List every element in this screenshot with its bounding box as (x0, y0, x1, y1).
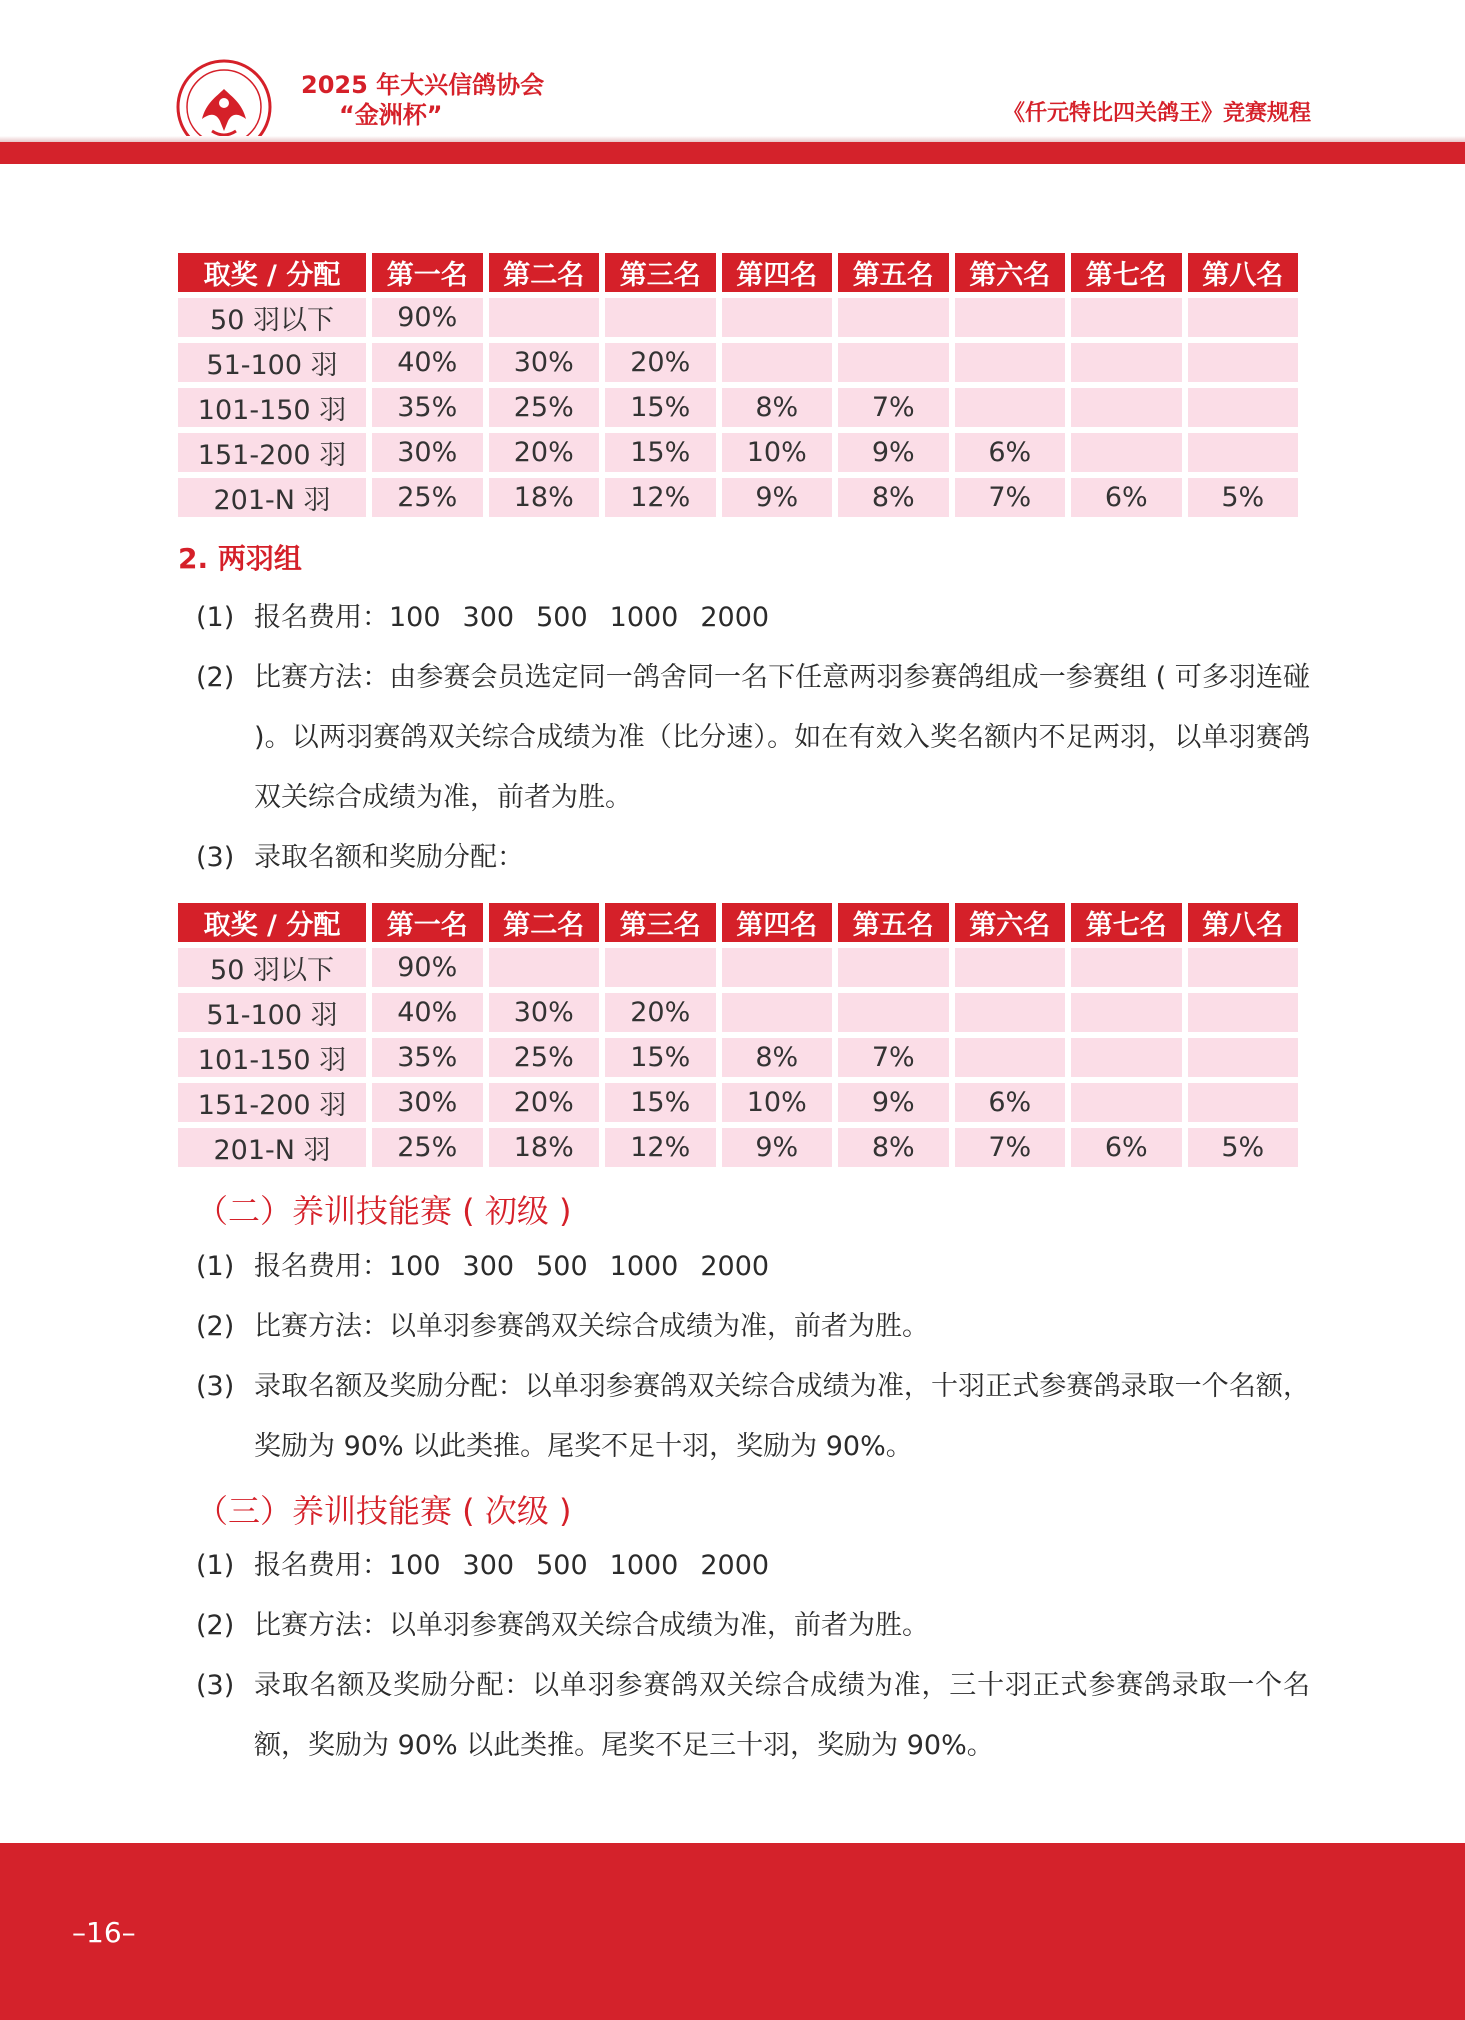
table-cell (722, 993, 833, 1032)
method-text: 比赛方法：由参赛会员选定同一鸽舍同一名下任意两羽参赛鸽组成一参赛组 ( 可多羽连碰 )。以两羽赛鸽双关综合成绩为准（比分速）。如在有效入奖名额内不足两羽，以单羽赛鸽双关综合成绩为准，前者为胜。 (254, 662, 1310, 813)
table-cell (722, 298, 833, 337)
table-cell: 6% (955, 1083, 1066, 1122)
org-line-2: “金洲杯” (339, 101, 443, 129)
fee-list (254, 588, 1310, 648)
table-cell (838, 948, 949, 987)
table-cell: 25% (372, 1128, 483, 1167)
page-footer (0, 1843, 1465, 2020)
fee-value: 1000 (609, 602, 679, 633)
table-row (178, 1083, 1298, 1122)
table-cell (1188, 1038, 1299, 1077)
table-cell (955, 388, 1066, 427)
quota-item (196, 1357, 1310, 1477)
table-header-cell: 第六名 (955, 903, 1066, 942)
table-cell: 10% (722, 433, 833, 472)
table-cell (955, 343, 1066, 382)
method-text: 比赛方法：以单羽参赛鸽双关综合成绩为准，前者为胜。 (254, 1311, 929, 1342)
table-header-row (178, 903, 1298, 942)
table-cell: 30% (372, 433, 483, 472)
table-cell (1188, 1083, 1299, 1122)
table-cell (838, 343, 949, 382)
row-label-cell: 51-100 羽 (178, 343, 366, 382)
table-cell (1071, 433, 1182, 472)
table-header-cell: 第七名 (1071, 253, 1182, 292)
page-number: –16– (72, 1916, 136, 1949)
table-cell (1071, 1038, 1182, 1077)
fee-value: 300 (462, 1251, 515, 1282)
table-cell: 6% (1071, 478, 1182, 517)
item-number: (1) (196, 602, 235, 633)
fee-item (196, 1536, 1310, 1596)
table-row (178, 478, 1298, 517)
row-label-cell: 151-200 羽 (178, 433, 366, 472)
fee-value: 500 (536, 602, 588, 633)
item-number: (1) (196, 1550, 235, 1581)
header-band (0, 142, 1465, 164)
table-row (178, 948, 1298, 987)
method-item (196, 1596, 1310, 1656)
table-cell: 20% (605, 993, 716, 1032)
table-cell: 12% (605, 1128, 716, 1167)
table-cell (838, 993, 949, 1032)
table-cell (1071, 1083, 1182, 1122)
prize-table-two-bird (172, 897, 1304, 1173)
section-title-beginner: （二）养训技能赛 ( 初级 ) (196, 1192, 572, 1230)
table-cell (1188, 298, 1299, 337)
item-number: (3) (196, 1670, 235, 1701)
fee-value: 100 (389, 1251, 441, 1282)
fee-item (196, 1237, 1310, 1297)
row-label-cell: 101-150 羽 (178, 388, 366, 427)
table-header-cell: 第四名 (722, 253, 833, 292)
fee-value: 2000 (700, 1550, 770, 1581)
item-number: (3) (196, 1371, 235, 1402)
table-cell (1188, 388, 1299, 427)
fee-value: 2000 (700, 1251, 770, 1282)
table-cell: 8% (838, 478, 949, 517)
quota-text: 录取名额和奖励分配： (254, 842, 524, 873)
table-row (178, 388, 1298, 427)
table-cell (1071, 388, 1182, 427)
table-cell: 90% (372, 948, 483, 987)
table-cell (1188, 948, 1299, 987)
table-cell: 30% (372, 1083, 483, 1122)
table-cell: 35% (372, 388, 483, 427)
table-cell: 15% (605, 433, 716, 472)
table-cell (955, 948, 1066, 987)
fee-value: 500 (536, 1550, 588, 1581)
prize-table-single (172, 247, 1304, 523)
page-header (0, 0, 1465, 142)
table-header-row (178, 253, 1298, 292)
table-cell: 15% (605, 1038, 716, 1077)
fee-value: 300 (462, 602, 515, 633)
table-cell: 6% (1071, 1128, 1182, 1167)
table-row (178, 298, 1298, 337)
table-row (178, 433, 1298, 472)
method-item (196, 648, 1310, 828)
table-row (178, 343, 1298, 382)
quota-text: 录取名额及奖励分配：以单羽参赛鸽双关综合成绩为准，三十羽正式参赛鸽录取一个名额，奖励为 90% 以此类推。尾奖不足三十羽，奖励为 90%。 (254, 1670, 1310, 1761)
quota-item (196, 1656, 1310, 1776)
table-cell (955, 993, 1066, 1032)
table-cell: 12% (605, 478, 716, 517)
table-cell: 40% (372, 993, 483, 1032)
table-cell: 20% (489, 433, 600, 472)
table-cell: 18% (489, 478, 600, 517)
fee-label: 报名费用： (254, 1251, 389, 1282)
item-number: (1) (196, 1251, 235, 1282)
row-label-cell: 101-150 羽 (178, 1038, 366, 1077)
fee-value: 1000 (609, 1251, 679, 1282)
row-label-cell: 50 羽以下 (178, 298, 366, 337)
table-cell: 7% (955, 1128, 1066, 1167)
table-cell: 9% (838, 433, 949, 472)
section-title-intermediate: （三）养训技能赛 ( 次级 ) (196, 1492, 572, 1530)
table-cell: 8% (722, 388, 833, 427)
fee-label: 报名费用： (254, 1550, 389, 1581)
table-header-cell: 第五名 (838, 253, 949, 292)
table-header-cell: 第八名 (1188, 903, 1299, 942)
table-cell (1071, 343, 1182, 382)
table-cell: 9% (838, 1083, 949, 1122)
table-cell: 35% (372, 1038, 483, 1077)
table-cell (1071, 298, 1182, 337)
table-header-cell: 第三名 (605, 253, 716, 292)
table-header-cell: 第五名 (838, 903, 949, 942)
document-title: 《仟元特比四关鸽王》竞赛规程 (1002, 101, 1311, 126)
table-cell (955, 298, 1066, 337)
table-cell (955, 1038, 1066, 1077)
quota-item (196, 828, 1310, 888)
table-cell (605, 948, 716, 987)
table-cell (838, 298, 949, 337)
table-cell: 25% (372, 478, 483, 517)
item-number: (2) (196, 662, 235, 693)
table-cell (1188, 993, 1299, 1032)
table-header-cell: 第三名 (605, 903, 716, 942)
table-cell: 40% (372, 343, 483, 382)
table-cell: 5% (1188, 1128, 1299, 1167)
table-header-cell: 第一名 (372, 253, 483, 292)
table-cell: 9% (722, 1128, 833, 1167)
table-header-cell: 取奖 / 分配 (178, 253, 366, 292)
fee-value: 1000 (609, 1550, 679, 1581)
item-number: (2) (196, 1311, 235, 1342)
table-cell: 18% (489, 1128, 600, 1167)
table-cell: 7% (838, 388, 949, 427)
table-cell: 7% (838, 1038, 949, 1077)
table-cell: 30% (489, 343, 600, 382)
table-header-cell: 取奖 / 分配 (178, 903, 366, 942)
table-cell: 9% (722, 478, 833, 517)
table-cell (1188, 433, 1299, 472)
fee-value: 100 (389, 1550, 441, 1581)
organization-name (301, 70, 544, 130)
org-line-1: 2025 年大兴信鸽协会 (301, 71, 545, 99)
table-row (178, 1128, 1298, 1167)
fee-label: 报名费用： (254, 602, 389, 633)
row-label-cell: 51-100 羽 (178, 993, 366, 1032)
table-header-cell: 第四名 (722, 903, 833, 942)
table-cell: 90% (372, 298, 483, 337)
fee-value: 100 (389, 602, 441, 633)
table-cell: 20% (605, 343, 716, 382)
table-cell: 20% (489, 1083, 600, 1122)
table-cell: 30% (489, 993, 600, 1032)
table-header-cell: 第二名 (489, 903, 600, 942)
table-cell (605, 298, 716, 337)
fee-list (254, 1237, 1310, 1297)
table-row (178, 1038, 1298, 1077)
table-cell: 15% (605, 1083, 716, 1122)
table-cell: 10% (722, 1083, 833, 1122)
item-number: (2) (196, 1610, 235, 1641)
fee-item (196, 588, 1310, 648)
table-cell (1071, 948, 1182, 987)
table-cell (1071, 993, 1182, 1032)
section-title-two-bird: 2. 两羽组 (178, 542, 302, 575)
table-cell: 7% (955, 478, 1066, 517)
fee-value: 2000 (700, 602, 770, 633)
table-cell (722, 343, 833, 382)
table-cell (489, 298, 600, 337)
table-cell (489, 948, 600, 987)
table-cell: 25% (489, 388, 600, 427)
table-row (178, 993, 1298, 1032)
table-header-cell: 第六名 (955, 253, 1066, 292)
table-cell (722, 948, 833, 987)
row-label-cell: 201-N 羽 (178, 478, 366, 517)
quota-text: 录取名额及奖励分配：以单羽参赛鸽双关综合成绩为准，十羽正式参赛鸽录取一个名额，奖励为 90% 以此类推。尾奖不足十羽，奖励为 90%。 (254, 1371, 1310, 1462)
fee-value: 500 (536, 1251, 588, 1282)
table-cell (1188, 343, 1299, 382)
table-cell: 5% (1188, 478, 1299, 517)
method-text: 比赛方法：以单羽参赛鸽双关综合成绩为准，前者为胜。 (254, 1610, 929, 1641)
item-number: (3) (196, 842, 235, 873)
table-header-cell: 第八名 (1188, 253, 1299, 292)
fee-value: 300 (462, 1550, 515, 1581)
table-header-cell: 第七名 (1071, 903, 1182, 942)
table-header-cell: 第一名 (372, 903, 483, 942)
table-cell: 8% (722, 1038, 833, 1077)
table-cell: 15% (605, 388, 716, 427)
row-label-cell: 50 羽以下 (178, 948, 366, 987)
fee-list (254, 1536, 1310, 1596)
row-label-cell: 151-200 羽 (178, 1083, 366, 1122)
table-cell: 6% (955, 433, 1066, 472)
row-label-cell: 201-N 羽 (178, 1128, 366, 1167)
table-header-cell: 第二名 (489, 253, 600, 292)
method-item (196, 1297, 1310, 1357)
table-cell: 8% (838, 1128, 949, 1167)
table-cell: 25% (489, 1038, 600, 1077)
